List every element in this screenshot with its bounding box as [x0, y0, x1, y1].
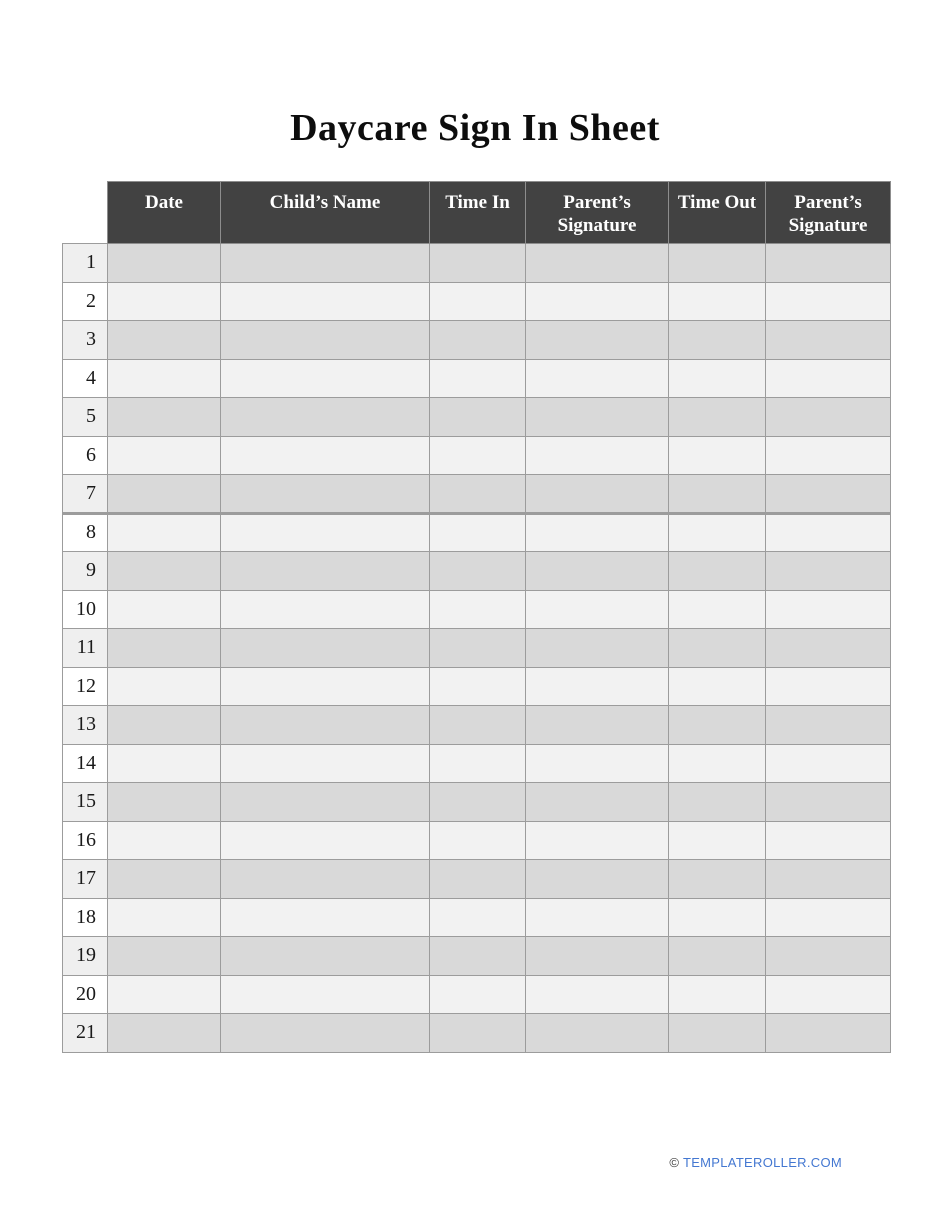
cell-child-name — [221, 398, 430, 437]
cell-time-in — [430, 783, 526, 822]
cell-time-out — [669, 398, 766, 437]
cell-parent-signature-in — [526, 821, 669, 860]
cell-parent-signature-out — [766, 629, 891, 668]
cell-time-in — [430, 706, 526, 745]
row-number: 4 — [63, 359, 108, 398]
cell-parent-signature-out — [766, 937, 891, 976]
table-row — [63, 475, 891, 514]
cell-parent-signature-out — [766, 706, 891, 745]
table-row — [63, 359, 891, 398]
cell-parent-signature-in — [526, 321, 669, 360]
table-row — [63, 398, 891, 437]
cell-parent-signature-out — [766, 860, 891, 899]
row-number: 9 — [63, 552, 108, 591]
cell-parent-signature-out — [766, 398, 891, 437]
row-number: 14 — [63, 744, 108, 783]
cell-child-name — [221, 436, 430, 475]
cell-child-name — [221, 475, 430, 514]
cell-child-name — [221, 282, 430, 321]
cell-time-in — [430, 282, 526, 321]
cell-time-in — [430, 667, 526, 706]
cell-child-name — [221, 937, 430, 976]
cell-time-in — [430, 744, 526, 783]
cell-time-in — [430, 398, 526, 437]
table-row — [63, 282, 891, 321]
cell-time-out — [669, 706, 766, 745]
cell-date — [108, 552, 221, 591]
cell-child-name — [221, 706, 430, 745]
cell-child-name — [221, 667, 430, 706]
cell-time-out — [669, 975, 766, 1014]
table-row — [63, 860, 891, 899]
row-number: 10 — [63, 590, 108, 629]
table-row — [63, 706, 891, 745]
cell-time-out — [669, 244, 766, 283]
table-row — [63, 513, 891, 552]
cell-time-in — [430, 975, 526, 1014]
row-number: 1 — [63, 244, 108, 283]
cell-parent-signature-in — [526, 744, 669, 783]
cell-parent-signature-out — [766, 975, 891, 1014]
cell-parent-signature-out — [766, 475, 891, 514]
cell-date — [108, 359, 221, 398]
cell-parent-signature-out — [766, 744, 891, 783]
cell-parent-signature-out — [766, 244, 891, 283]
cell-child-name — [221, 244, 430, 283]
table-row — [63, 667, 891, 706]
cell-time-out — [669, 898, 766, 937]
cell-time-out — [669, 860, 766, 899]
cell-time-out — [669, 552, 766, 591]
cell-parent-signature-in — [526, 552, 669, 591]
cell-parent-signature-out — [766, 821, 891, 860]
templateroller-link[interactable]: TEMPLATEROLLER.COM — [682, 1155, 842, 1170]
table-row — [63, 1014, 891, 1053]
cell-date — [108, 321, 221, 360]
row-number: 16 — [63, 821, 108, 860]
cell-parent-signature-out — [766, 1014, 891, 1053]
column-header-date: Date — [108, 182, 221, 244]
table-row — [63, 436, 891, 475]
cell-time-out — [669, 282, 766, 321]
cell-date — [108, 821, 221, 860]
cell-date — [108, 629, 221, 668]
table-header — [63, 182, 891, 244]
cell-parent-signature-in — [526, 898, 669, 937]
cell-time-in — [430, 860, 526, 899]
cell-parent-signature-in — [526, 513, 669, 552]
cell-parent-signature-in — [526, 975, 669, 1014]
cell-date — [108, 475, 221, 514]
page-title: Daycare Sign In Sheet — [290, 107, 660, 149]
sign-in-table — [62, 181, 891, 1053]
cell-time-out — [669, 821, 766, 860]
cell-parent-signature-in — [526, 937, 669, 976]
cell-parent-signature-out — [766, 282, 891, 321]
cell-date — [108, 898, 221, 937]
cell-parent-signature-in — [526, 436, 669, 475]
cell-child-name — [221, 359, 430, 398]
row-number: 7 — [63, 475, 108, 514]
cell-child-name — [221, 321, 430, 360]
row-number: 12 — [63, 667, 108, 706]
table-row — [63, 821, 891, 860]
cell-time-out — [669, 744, 766, 783]
cell-time-in — [430, 436, 526, 475]
cell-time-in — [430, 590, 526, 629]
table-row — [63, 629, 891, 668]
cell-time-out — [669, 513, 766, 552]
cell-parent-signature-out — [766, 552, 891, 591]
cell-parent-signature-out — [766, 783, 891, 822]
cell-parent-signature-in — [526, 667, 669, 706]
cell-time-in — [430, 244, 526, 283]
row-number: 18 — [63, 898, 108, 937]
cell-parent-signature-out — [766, 898, 891, 937]
cell-parent-signature-in — [526, 244, 669, 283]
cell-time-out — [669, 359, 766, 398]
cell-date — [108, 398, 221, 437]
cell-date — [108, 244, 221, 283]
cell-child-name — [221, 783, 430, 822]
table-row — [63, 244, 891, 283]
cell-parent-signature-out — [766, 436, 891, 475]
cell-time-out — [669, 629, 766, 668]
cell-parent-signature-out — [766, 321, 891, 360]
row-number: 21 — [63, 1014, 108, 1053]
cell-child-name — [221, 590, 430, 629]
cell-parent-signature-out — [766, 359, 891, 398]
row-number: 20 — [63, 975, 108, 1014]
row-number: 5 — [63, 398, 108, 437]
cell-child-name — [221, 552, 430, 591]
row-number: 17 — [63, 860, 108, 899]
row-number: 6 — [63, 436, 108, 475]
footer — [669, 1155, 842, 1170]
cell-time-in — [430, 629, 526, 668]
cell-time-in — [430, 475, 526, 514]
copyright-icon: © — [669, 1155, 680, 1170]
cell-date — [108, 513, 221, 552]
cell-child-name — [221, 1014, 430, 1053]
header-row — [63, 182, 891, 244]
row-number: 2 — [63, 282, 108, 321]
header-corner-spacer — [63, 182, 108, 244]
column-header-time-out: Time Out — [669, 182, 766, 244]
cell-date — [108, 975, 221, 1014]
cell-date — [108, 590, 221, 629]
cell-child-name — [221, 513, 430, 552]
cell-child-name — [221, 898, 430, 937]
cell-time-in — [430, 513, 526, 552]
table-row — [63, 321, 891, 360]
cell-parent-signature-in — [526, 706, 669, 745]
cell-child-name — [221, 821, 430, 860]
cell-time-in — [430, 937, 526, 976]
row-number: 15 — [63, 783, 108, 822]
cell-parent-signature-in — [526, 282, 669, 321]
cell-child-name — [221, 975, 430, 1014]
cell-child-name — [221, 629, 430, 668]
cell-date — [108, 706, 221, 745]
cell-parent-signature-in — [526, 860, 669, 899]
cell-parent-signature-in — [526, 398, 669, 437]
row-number: 19 — [63, 937, 108, 976]
row-number: 8 — [63, 513, 108, 552]
cell-parent-signature-in — [526, 629, 669, 668]
cell-parent-signature-out — [766, 590, 891, 629]
cell-date — [108, 744, 221, 783]
cell-parent-signature-in — [526, 475, 669, 514]
cell-time-out — [669, 937, 766, 976]
table-row — [63, 590, 891, 629]
cell-date — [108, 436, 221, 475]
cell-time-out — [669, 321, 766, 360]
cell-time-in — [430, 821, 526, 860]
table-row — [63, 937, 891, 976]
column-header-child-name: Child’s Name — [221, 182, 430, 244]
cell-child-name — [221, 744, 430, 783]
cell-date — [108, 1014, 221, 1053]
cell-time-in — [430, 321, 526, 360]
cell-parent-signature-in — [526, 783, 669, 822]
cell-time-out — [669, 783, 766, 822]
cell-time-in — [430, 1014, 526, 1053]
table-row — [63, 783, 891, 822]
table-row — [63, 744, 891, 783]
column-header-time-in: Time In — [430, 182, 526, 244]
cell-time-in — [430, 552, 526, 591]
row-number: 3 — [63, 321, 108, 360]
table-row — [63, 975, 891, 1014]
cell-time-out — [669, 590, 766, 629]
table-row — [63, 552, 891, 591]
cell-parent-signature-out — [766, 667, 891, 706]
cell-time-out — [669, 436, 766, 475]
cell-child-name — [221, 860, 430, 899]
cell-parent-signature-in — [526, 359, 669, 398]
cell-date — [108, 783, 221, 822]
cell-time-out — [669, 667, 766, 706]
table-body — [63, 244, 891, 1053]
cell-date — [108, 282, 221, 321]
column-header-parent-signature-out: Parent’s Signature — [766, 182, 891, 244]
cell-date — [108, 937, 221, 976]
cell-parent-signature-in — [526, 1014, 669, 1053]
cell-parent-signature-in — [526, 590, 669, 629]
row-number: 11 — [63, 629, 108, 668]
cell-parent-signature-out — [766, 513, 891, 552]
column-header-parent-signature-in: Parent’s Signature — [526, 182, 669, 244]
cell-time-in — [430, 359, 526, 398]
cell-time-out — [669, 1014, 766, 1053]
cell-time-out — [669, 475, 766, 514]
cell-time-in — [430, 898, 526, 937]
cell-date — [108, 667, 221, 706]
table-row — [63, 898, 891, 937]
row-number: 13 — [63, 706, 108, 745]
cell-date — [108, 860, 221, 899]
